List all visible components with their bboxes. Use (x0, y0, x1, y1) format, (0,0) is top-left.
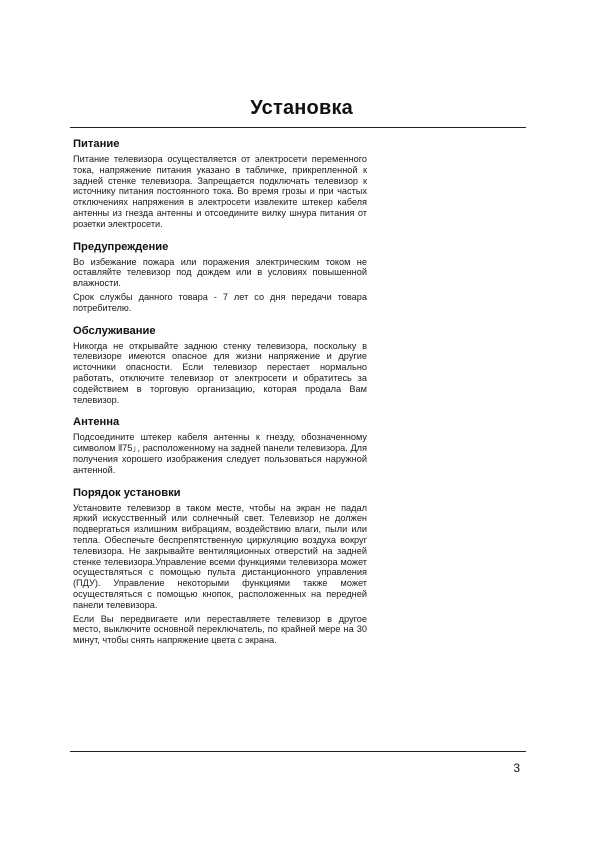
antenna-text-start: Подсоедините штекер кабеля антенны к гнезду, обозначенному символом (73, 432, 367, 454)
page-number: 3 (513, 761, 520, 775)
antenna-symbol-value: 75 (122, 443, 133, 454)
maintenance-paragraph: Никогда не открывайте заднюю стенку телевизора, поскольку в телевизоре имеются опасное для жизни напряжение и другие источники опасности. Если телевизор перестает нормально работать, отключите телевизор от электросети и обратитесь за содействием в торговую организацию, которая продала Вам телевизор. (73, 340, 367, 405)
service-life-paragraph: Срок службы данного товара - 7 лет со дня передачи товара потребителю. (73, 291, 367, 313)
bottom-divider (70, 751, 526, 752)
section-warning (73, 241, 367, 314)
relocation-paragraph: Если Вы передвигаете или переставляете телевизор в другое место, выключите основной переключатель, по крайней мере на 30 минут, чтобы снять напряжение цвета с экрана. (73, 613, 367, 646)
section-title-installation: Порядок установки (73, 486, 181, 499)
section-title-antenna: Антенна (73, 416, 120, 429)
top-divider (70, 127, 526, 128)
installation-paragraph: Установите телевизор в таком месте, чтобы на экран не падал яркий искусственный или солнечный свет. Телевизор не должен подвергаться излишним вибрациям, воздействию влаги, пыли или тепла. Обеспечьте беспрепятственную циркуляцию воздуха вокруг телевизора. Не закрывайте вентиляционных отверстий на задней стенке телевизора.Управление всеми функциями телевизора может осуществляться с помощью пульта дистанционного управления (ПДУ). Управление некоторыми функциями также может осуществляться с помощью кнопок, расположенных на передней панели телевизора. (73, 502, 367, 610)
warning-paragraph: Во избежание пожара или поражения электрическим током не оставляйте телевизор под дождем или в условиях повышенной влажности. (73, 256, 367, 289)
main-content (73, 138, 367, 657)
page-title: Установка (250, 97, 353, 119)
antenna-symbol: ⫴75⌋ (118, 443, 138, 454)
section-maintenance (73, 325, 367, 406)
section-power (73, 138, 367, 230)
section-title-maintenance: Обслуживание (73, 324, 156, 337)
section-title-warning: Предупреждение (73, 240, 169, 253)
antenna-text-end: , расположенному на задней панели телевизора. Для получения хорошего изображения следует пользоваться наружной антенной. (73, 443, 368, 475)
section-antenna (73, 416, 367, 475)
power-paragraph: Питание телевизора осуществляется от электросети переменного тока, напряжение питания указано в табличке, прикрепленной к задней стенке телевизора. Запрещается подключать телевизор к источнику питания постоянного тока. Во время грозы и при частых отключениях напряжения в электросети извлеките штекер кабеля антенны из гнезда антенны и отсоедините вилку шнура питания от розетки электросети. (73, 154, 367, 229)
section-title-power: Питание (73, 138, 120, 150)
antenna-paragraph (73, 432, 367, 475)
section-installation (73, 487, 367, 646)
